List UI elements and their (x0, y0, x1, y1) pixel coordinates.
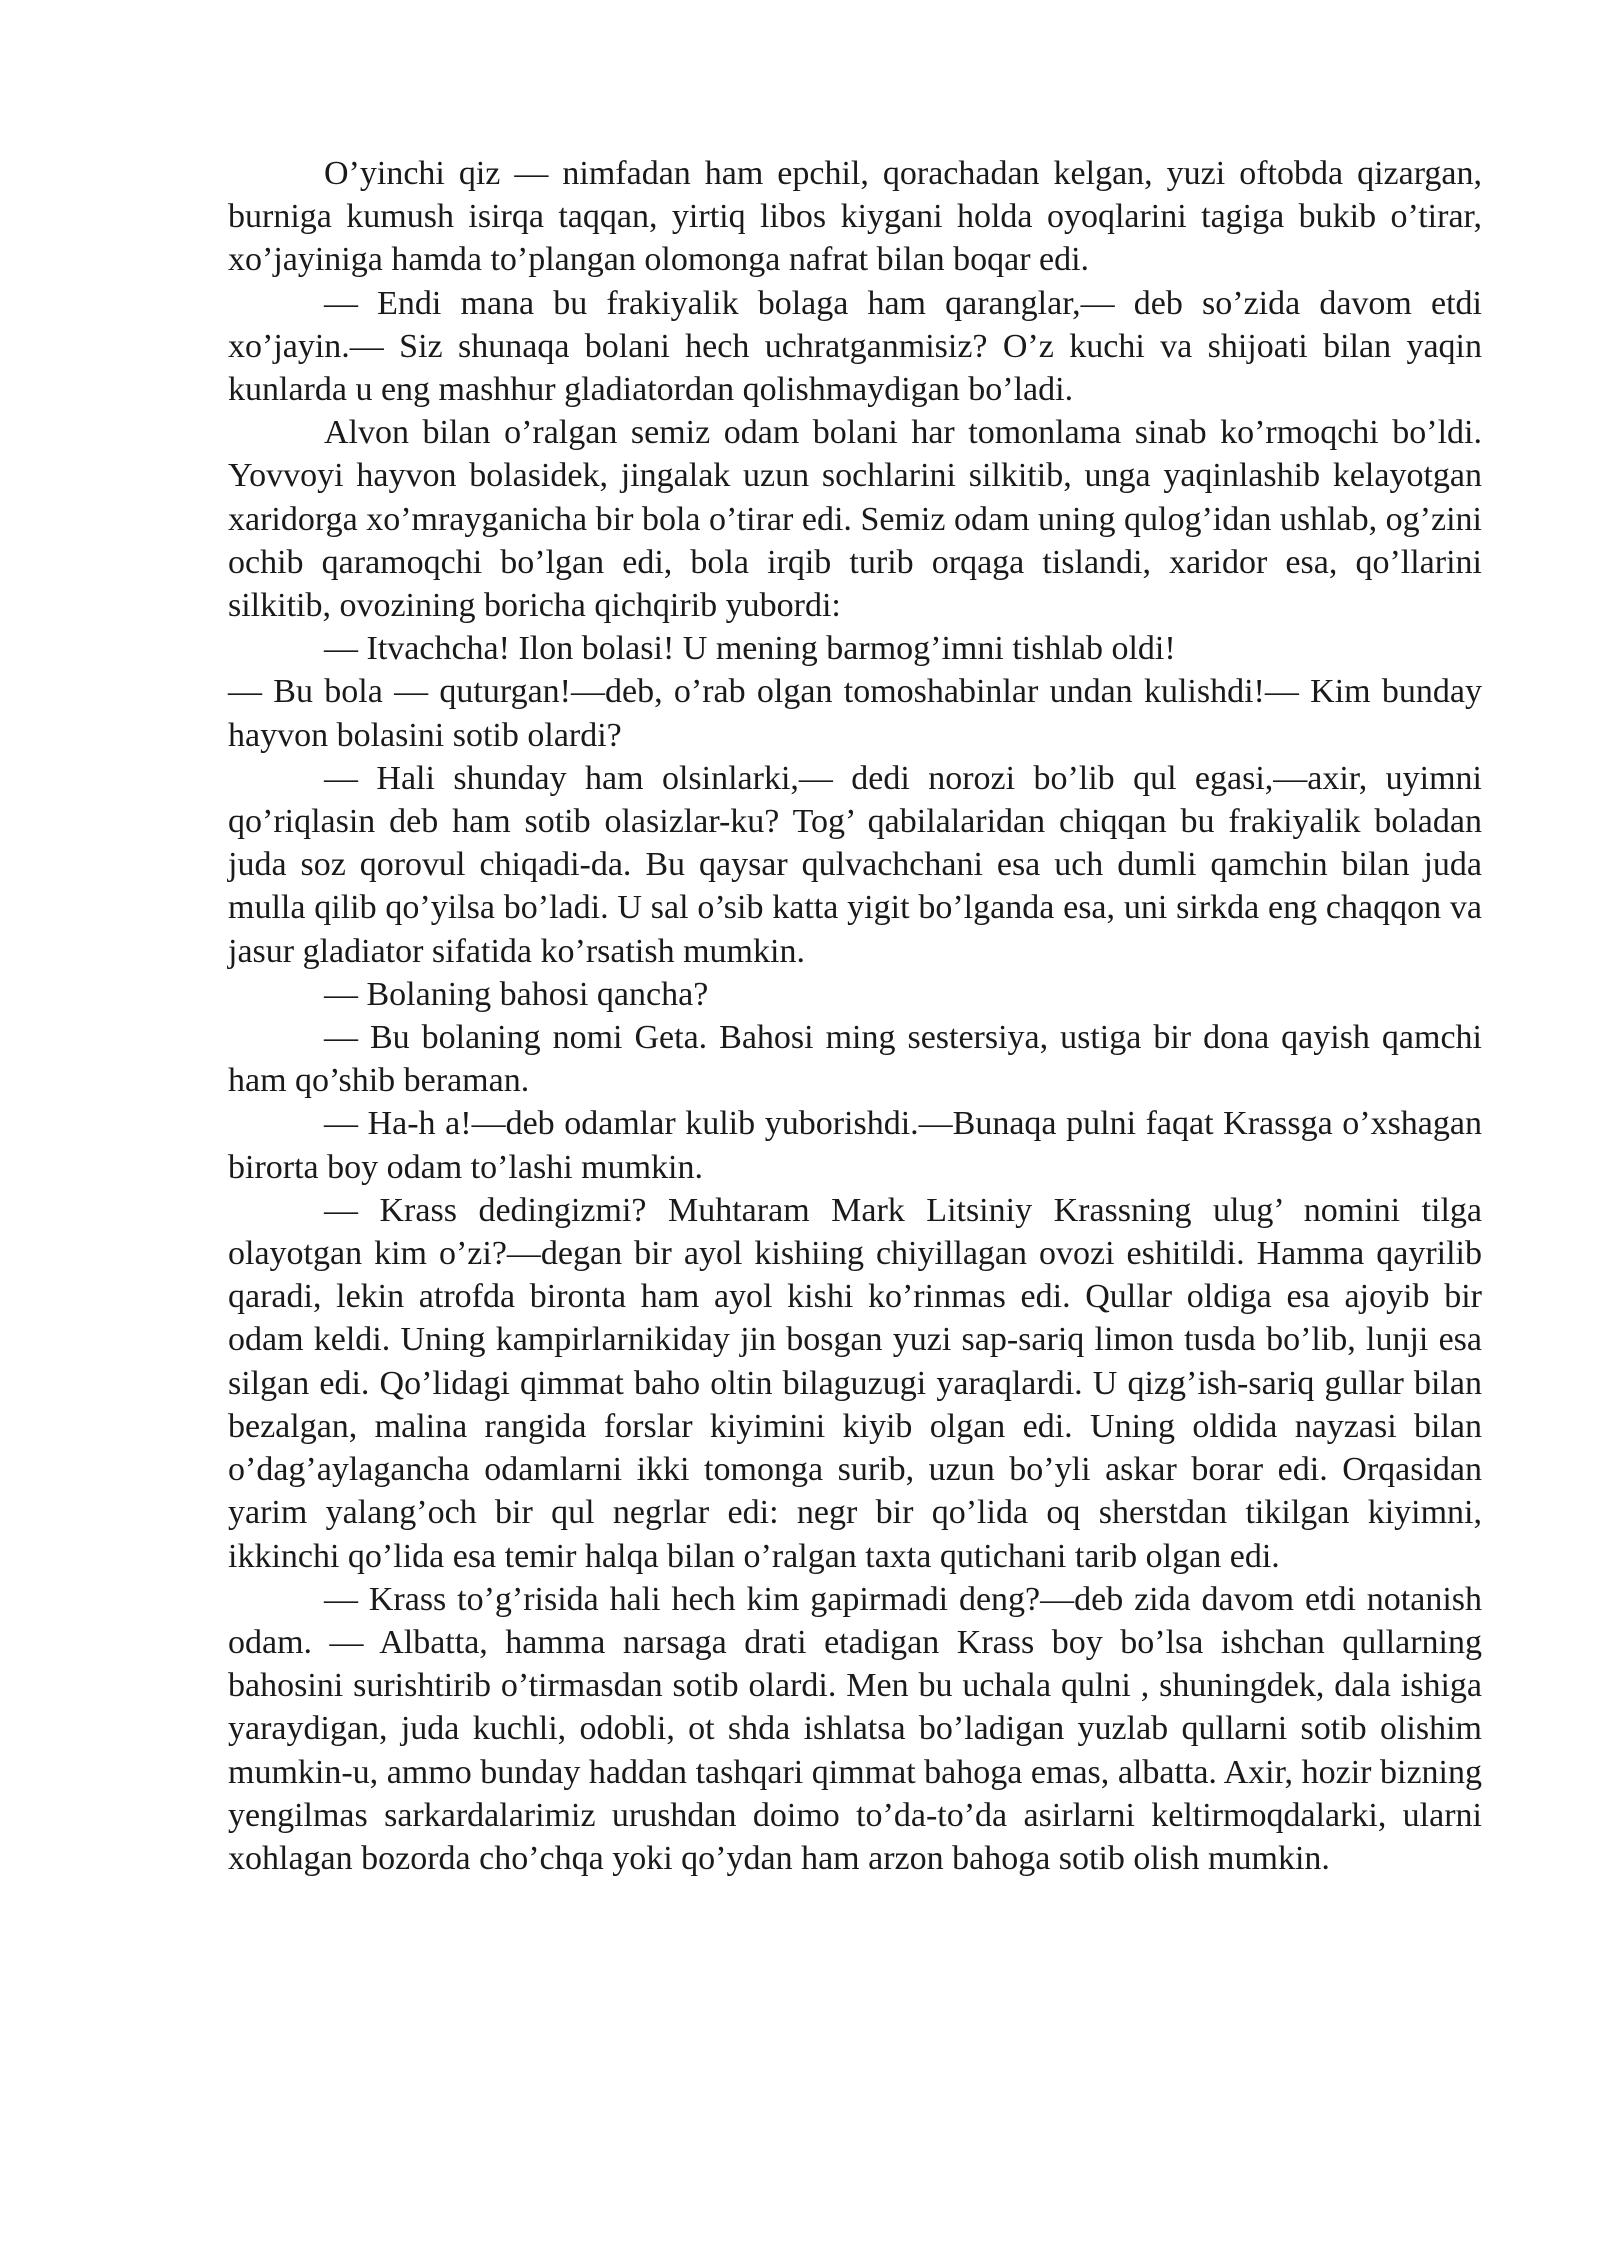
paragraph-4: — Itvachcha! Ilon bolasi! U mening barmog’imni tishlab oldi! (324, 630, 1176, 668)
paragraph-11: — Krass to’g’risida hali hech kim gapirmadi deng?—deb zida davom etdi notanish odam. — Albatta, hamma narsaga drati etadigan Krass boy bo’lsa ishchan qullarning bahosini surishtirib o’tirmasdan sotib olardi. Men bu uchala qulni , shuningdek, dala ishiga yaraydigan, juda kuchli, odobli, ot shda ishlatsa bo’ladigan yuzlab qullarni sotib olishim mumkin-u, ammo bunday haddan tashqari qimmat bahoga emas, albatta. Axir, hozir bizning yengilmas sarkardalarimiz urushdan doimo to’da-to’da asirlarni keltirmoqdalarki, ularni xohlagan bozorda cho’chqa yoki qo’ydan ham arzon bahoga sotib olish mumkin. (228, 1580, 1482, 1877)
paragraph-10: — Krass dedingizmi? Muhtaram Mark Litsiniy Krassning ulug’ nomini tilga olayotgan kim o’zi?—degan bir ayol kishiing chiyillagan ovozi eshitildi. Hamma qayrilib qaradi, lekin atrofda bironta ham ayol kishi ko’rinmas edi. Qullar oldiga esa ajoyib bir odam keldi. Uning kampirlarnikiday jin bosgan yuzi sap-sariq limon tusda bo’lib, lunji esa silgan edi. Qo’lidagi qimmat baho oltin bilaguzugi yaraqlardi. U qizg’ish-sariq gullar bilan bezalgan, malina rangida forslar kiyimini kiyib olgan edi. Uning oldida nayzasi bilan o’dag’aylagancha odamlarni ikki tomonga surib, uzun bo’yli askar borar edi. Orqasidan yarim yalang’och bir qul negrlar edi: negr bir qo’lida oq sherstdan tikilgan kiyimni, ikkinchi qo’lida esa temir halqa bilan o’ralgan taxta qutichani tarib olgan edi. (228, 1191, 1482, 1575)
paragraph-9: — Ha-h a!—deb odamlar kulib yuborishdi.—Bunaqa pulni faqat Krassga o’xshagan birorta boy odam to’lashi mumkin. (228, 1105, 1482, 1186)
paragraph-2: — Endi mana bu frakiyalik bolaga ham qaranglar,— deb so’zida davom etdi xo’jayin.— Siz shunaqa bolani hech uchratganmisiz? O’z kuchi va shijoati bilan yaqin kunlarda u eng mashhur gladiatordan qolishmaydigan bo’ladi. (228, 284, 1482, 409)
body-text (228, 152, 1482, 1880)
paragraph-8: — Bu bolaning nomi Geta. Bahosi ming sestersiya, ustiga bir dona qayish qamchi ham qo’shib beraman. (228, 1019, 1482, 1100)
paragraph-5: — Bu bola — quturgan!—deb, o’rab olgan tomoshabinlar undan kulishdi!— Kim bunday hayvon bolasini sotib olardi? (228, 673, 1482, 754)
paragraph-1: O’yinchi qiz — nimfadan ham epchil, qorachadan kelgan, yuzi oftobda qizargan, burniga kumush isirqa taqqan, yirtiq libos kiygani holda oyoqlarini tagiga bukib o’tirar, xo’jayiniga hamda to’plangan olomonga nafrat bilan boqar edi. (228, 155, 1482, 279)
paragraph-3: Alvon bilan o’ralgan semiz odam bolani har tomonlama sinab ko’rmoqchi bo’ldi. Yovvoyi hayvon bolasidek, jingalak uzun sochlarini silkitib, unga yaqinlashib kelayotgan xaridorga xo’mrayganicha bir bola o’tirar edi. Semiz odam uning qulog’idan ushlab, og’zini ochib qaramoqchi bo’lgan edi, bola irqib turib orqaga tislandi, xaridor esa, qo’llarini silkitib, ovozining boricha qichqirib yubordi: (228, 414, 1482, 625)
paragraph-7: — Bolaning bahosi qancha? (324, 975, 709, 1013)
paragraph-6: — Hali shunday ham olsinlarki,— dedi norozi bo’lib qul egasi,—axir, uyimni qo’riqlasin deb ham sotib olasizlar-ku? Tog’ qabilalaridan chiqqan bu frakiyalik boladan juda soz qorovul chiqadi-da. Bu qaysar qulvachchani esa uch dumli qamchin bilan juda mulla qilib qo’yilsa bo’ladi. U sal o’sib katta yigit bo’lganda esa, uni sirkda eng chaqqon va jasur gladiator sifatida ko’rsatish mumkin. (228, 759, 1482, 970)
